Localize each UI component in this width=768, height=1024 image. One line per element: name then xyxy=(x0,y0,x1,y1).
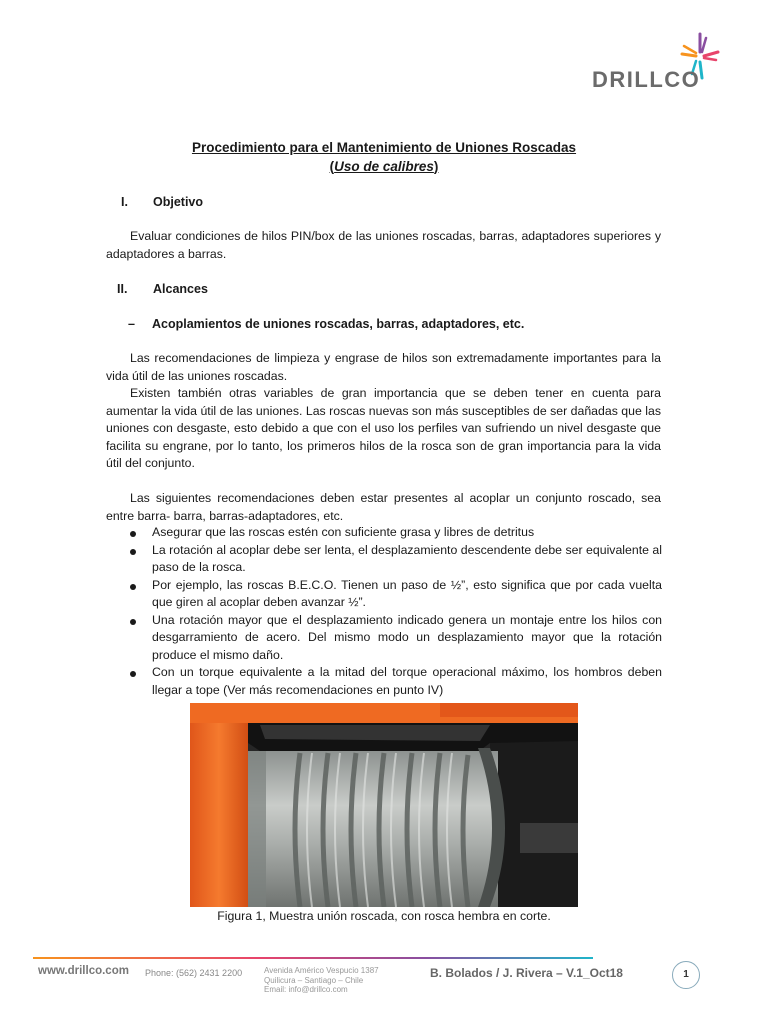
document-title xyxy=(0,138,768,176)
paragraph-recomendaciones: Las siguientes recomendaciones deben estar presentes al acoplar un conjunto roscado, sea entre barra- barra, barras-adaptadores, etc. xyxy=(106,491,661,523)
page-number: 1 xyxy=(672,961,700,989)
dash-marker: – xyxy=(128,317,135,331)
footer-divider xyxy=(33,957,593,959)
section-label: Alcances xyxy=(153,282,208,296)
paragraph-limpieza: Las recomendaciones de limpieza y engrase de hilos son extremadamente importantes para la vida útil de las uniones roscadas. xyxy=(106,351,661,383)
bullet-dot xyxy=(130,531,136,537)
title-italic: Uso de calibres xyxy=(334,159,434,174)
bullet-dot xyxy=(130,619,136,625)
threaded-joint-photo xyxy=(190,703,578,907)
footer-website[interactable]: www.drillco.com xyxy=(38,965,129,977)
bullet-dot xyxy=(130,549,136,555)
recommendations-list xyxy=(130,524,662,699)
title-line1: Procedimiento para el Mantenimiento de Uniones Roscadas xyxy=(191,140,577,155)
bullet-dot xyxy=(130,584,136,590)
bullet-dot xyxy=(130,671,136,677)
sub-item-text: Acoplamientos de uniones roscadas, barras, adaptadores, etc. xyxy=(152,317,525,331)
section-number: II. xyxy=(117,282,128,296)
list-item: Una rotación mayor que el desplazamiento indicado genera un montaje entre los hilos con desgarramiento de acero. Del mismo modo un desplazamiento mayor que la rotación produce el mismo daño. xyxy=(130,612,662,665)
footer-phone: Phone: (562) 2431 2200 xyxy=(145,968,243,978)
title-line2: (Uso de calibres) xyxy=(329,159,439,174)
list-item: Asegurar que las roscas estén con suficiente grasa y libres de detritus xyxy=(130,524,662,542)
footer-address: Avenida Américo Vespucio 1387 Quilicura – Santiago – Chile Email: info@drillco.com xyxy=(264,966,379,994)
brand-name: DRILLCO xyxy=(592,67,701,92)
section-number: I. xyxy=(121,195,128,209)
footer-author-version: B. Bolados / J. Rivera – V.1_Oct18 xyxy=(430,966,623,980)
list-item: La rotación al acoplar debe ser lenta, el desplazamiento descendente debe ser equivalente al paso de la rosca. xyxy=(130,542,662,577)
drillco-logo xyxy=(592,30,742,92)
paragraph-variables: Existen también otras variables de gran importancia que se deben tener en cuenta para aumentar la vida útil de las uniones. Las roscas nuevas son más susceptibles de ser dañadas que las uniones con desgaste, esto debido a que con el uso los perfiles van sufriendo un nivel desgaste que facilita su engrane, por lo tanto, los primeros hilos de la rosca son de gran importancia para la vida útil del conjunto. xyxy=(106,386,661,470)
section-label: Objetivo xyxy=(153,195,204,209)
list-item: Con un torque equivalente a la mitad del torque operacional máximo, los hombros deben llegar a tope (Ver más recomendaciones en punto IV) xyxy=(130,664,662,699)
figure-caption: Figura 1, Muestra unión roscada, con rosca hembra en corte. xyxy=(217,909,551,923)
objetivo-paragraph: Evaluar condiciones de hilos PIN/box de las uniones roscadas, barras, adaptadores superiores y adaptadores a barras. xyxy=(106,229,661,261)
list-item: Por ejemplo, las roscas B.E.C.O. Tienen un paso de ½”, esto significa que por cada vuelta que giren al acoplar deben avanzar ½”. xyxy=(130,577,662,612)
